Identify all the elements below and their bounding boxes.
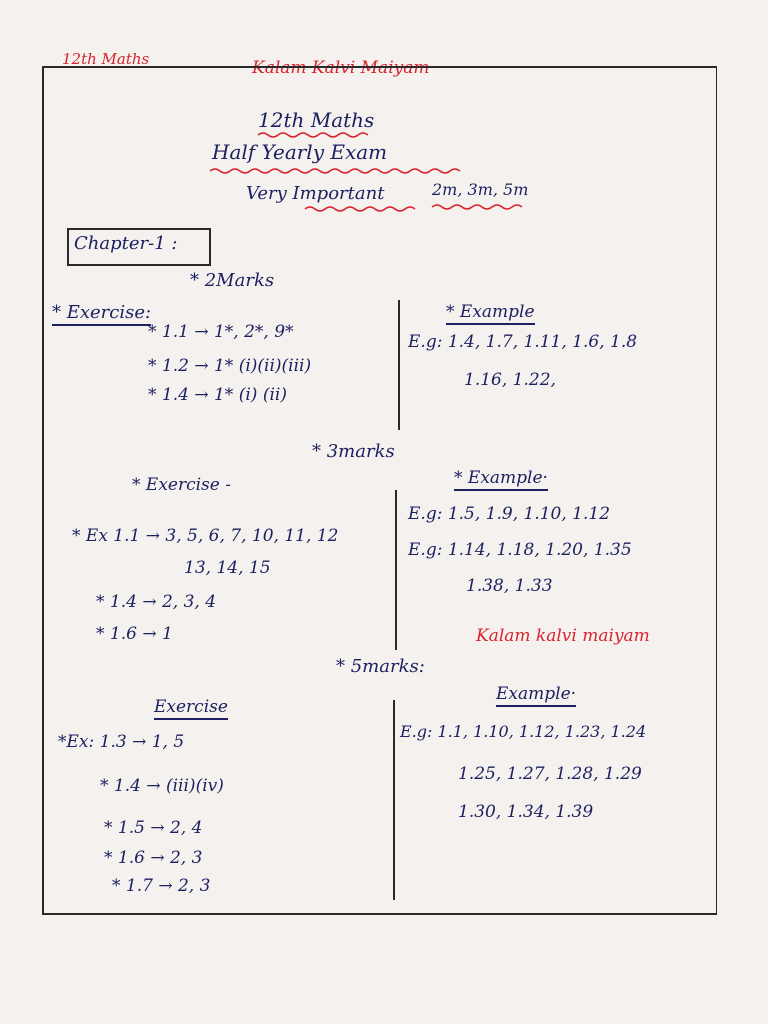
five-marks-heading: * 5marks: <box>336 656 425 677</box>
example-line: 1.30, 1.34, 1.39 <box>458 802 594 822</box>
title-line3-label: Very Important <box>246 183 385 204</box>
divider-2marks <box>398 300 400 430</box>
list-item: * 1.5 → 2, 4 <box>104 818 203 838</box>
five-marks-exercise-heading: Exercise <box>154 697 228 720</box>
header-brand: Kalam Kalvi Maiyam <box>252 58 430 78</box>
three-marks-example-heading: * Example· <box>454 468 548 491</box>
title-line1: 12th Maths <box>258 108 375 132</box>
example-line: 1.16, 1.22, <box>464 370 556 390</box>
chapter-title: Chapter-1 : <box>74 233 178 254</box>
example-line: E.g: 1.4, 1.7, 1.11, 1.6, 1.8 <box>408 332 638 352</box>
example-line: E.g: 1.5, 1.9, 1.10, 1.12 <box>408 504 611 524</box>
squiggle-underline <box>258 132 368 138</box>
divider-3marks <box>395 490 397 650</box>
squiggle-underline <box>432 204 522 210</box>
watermark-brand: Kalam kalvi maiyam <box>476 626 650 646</box>
list-item: * 1.4 → 1* (i) (ii) <box>148 385 287 405</box>
example-line: E.g: 1.14, 1.18, 1.20, 1.35 <box>408 540 632 560</box>
squiggle-underline <box>305 206 415 212</box>
example-line: E.g: 1.1, 1.10, 1.12, 1.23, 1.24 <box>400 722 647 741</box>
two-marks-example-heading: * Example <box>446 302 535 325</box>
three-marks-heading: * 3marks <box>312 441 395 462</box>
list-item: * 1.4 → (iii)(iv) <box>100 776 224 796</box>
list-item: * 1.6 → 2, 3 <box>104 848 203 868</box>
five-marks-example-heading: Example· <box>496 684 576 707</box>
two-marks-heading: * 2Marks <box>190 270 275 291</box>
title-line2: Half Yearly Exam <box>212 140 388 164</box>
two-marks-exercise-heading: * Exercise: <box>52 302 151 326</box>
header-left-note: 12th Maths <box>62 50 150 68</box>
three-marks-exercise-heading: * Exercise - <box>132 475 231 495</box>
divider-5marks <box>393 700 395 900</box>
example-line: 1.38, 1.33 <box>466 576 553 596</box>
example-line: 1.25, 1.27, 1.28, 1.29 <box>458 764 642 784</box>
list-item: 13, 14, 15 <box>184 558 271 578</box>
list-item: * 1.1 → 1*, 2*, 9* <box>148 322 294 342</box>
list-item: * Ex 1.1 → 3, 5, 6, 7, 10, 11, 12 <box>72 526 339 546</box>
list-item: * 1.2 → 1* (i)(ii)(iii) <box>148 356 312 376</box>
squiggle-underline <box>210 168 460 174</box>
list-item: *Ex: 1.3 → 1, 5 <box>58 732 185 752</box>
title-line3-marks: 2m, 3m, 5m <box>432 180 529 199</box>
list-item: * 1.7 → 2, 3 <box>112 876 211 896</box>
list-item: * 1.6 → 1 <box>96 624 173 644</box>
list-item: * 1.4 → 2, 3, 4 <box>96 592 217 612</box>
